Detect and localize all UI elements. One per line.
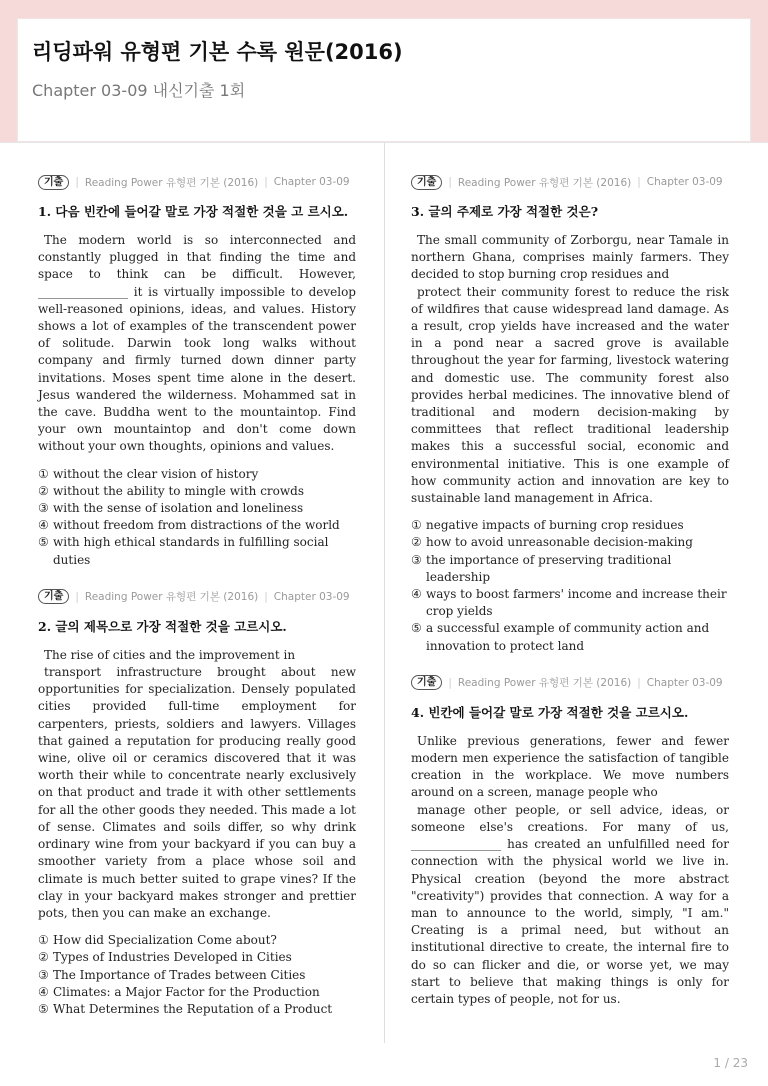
tag-separator: | bbox=[637, 676, 641, 689]
answer-choice[interactable] bbox=[38, 984, 356, 1001]
passage-paragraph: Unlike previous generations, fewer and fewer modern men experience the satisfaction of tangible creation in the workplace. We move numbers around on a screen, manage people who bbox=[411, 733, 729, 800]
answer-choice[interactable] bbox=[38, 517, 356, 534]
answer-choice[interactable] bbox=[411, 620, 729, 654]
passage-paragraph: protect their community forest to reduce the risk of wildfires that cause widespread land damage. As a result, crop yields have increased and the water in a pond near a sacred grove is available throughout the year for farming, livestock watering and domestic use. The community forest also provides herbal medicines. The innovative blend of traditional and modern decision-making by committees that reflect traditional leadership makes this a successful social, economic and environmental initiative. This is one example of how community action and innovation are key to sustainable land management in Africa. bbox=[411, 284, 729, 506]
page-title: 리딩파워 유형편 기본 수록 원문(2016) bbox=[32, 40, 403, 64]
choice-number: ⑤ bbox=[38, 1001, 49, 1016]
choice-text: without the ability to mingle with crowds bbox=[53, 483, 304, 498]
question-title: 4. 빈칸에 들어갈 말로 가장 적절한 것을 고르시오. bbox=[411, 704, 689, 720]
answer-choice[interactable] bbox=[38, 534, 356, 568]
header-right-band bbox=[752, 18, 768, 142]
chapter-label: Chapter 03-09 bbox=[273, 590, 350, 603]
tag-separator: | bbox=[448, 676, 452, 689]
choice-text: without freedom from distractions of the world bbox=[53, 518, 340, 533]
answer-choice[interactable] bbox=[38, 466, 356, 483]
tag-separator: | bbox=[264, 176, 268, 188]
source-label: Reading Power 유형편 기본 (2016) bbox=[457, 176, 632, 189]
tag-separator: | bbox=[448, 176, 452, 188]
answer-choice[interactable] bbox=[38, 967, 356, 984]
choice-text: ways to boost farmers' income and increase their crop yields bbox=[426, 587, 727, 619]
source-label: Reading Power 유형편 기본 (2016) bbox=[84, 176, 259, 189]
tag-separator: | bbox=[75, 590, 79, 603]
answer-choices bbox=[38, 466, 356, 569]
question-title: 1. 다음 빈칸에 들어갈 말로 가장 적절한 것을 고 르시오. bbox=[38, 204, 349, 219]
chapter-label: Chapter 03-09 bbox=[646, 676, 723, 689]
answer-choices bbox=[38, 932, 356, 1018]
choice-text: How did Specialization Come about? bbox=[53, 933, 277, 948]
choice-number: ④ bbox=[38, 518, 49, 533]
passage-paragraph: manage other people, or sell advice, ideas, or someone else's creations. For many of us, _______________ has created an unfulfilled need for connection with the physical world we live in. Physical creation (beyond the more abstract "creativity") provides that connection. A way for a man to announce to the world, simply, "I am." Creating is a primal need, but without an institutional directive to create, the internal fire to do so can flicker and die, or worse yet, we may start to believe that making things is only for certain types of people, not for us. bbox=[411, 802, 729, 1006]
tag-separator: | bbox=[264, 590, 268, 603]
question-tagline bbox=[411, 675, 729, 691]
choice-text: The Importance of Trades between Cities bbox=[53, 967, 306, 982]
choice-text: What Determines the Reputation of a Product bbox=[53, 1001, 333, 1016]
choice-text: negative impacts of burning crop residues bbox=[426, 518, 684, 533]
answer-choice[interactable] bbox=[38, 932, 356, 949]
question-passage bbox=[411, 232, 729, 507]
choice-text: a successful example of community action and innovation to protect land bbox=[426, 621, 710, 653]
question-passage bbox=[38, 647, 356, 922]
passage-paragraph: The modern world is so interconnected and constantly plugged in that finding the time and space to think can be difficult. However, _______________ it is virtually impossible to develop well-reasoned opinions, ideas, and values. History shows a lot of examples of the transcendent power of solitude. Darwin took long walks without company and firmly turned down dinner party invitations. Moses spent time alone in the desert. Jesus wandered the wilderness. Mohammed sat in the cave. Buddha went to the mountaintop. Find your own mountaintop and don't come down without your own thoughts, opinions and values. bbox=[38, 233, 356, 454]
choice-number: ② bbox=[411, 535, 422, 550]
answer-choice[interactable] bbox=[38, 483, 356, 500]
chapter-label: Chapter 03-09 bbox=[646, 176, 723, 188]
question-tagline bbox=[411, 174, 729, 190]
choice-number: ② bbox=[38, 950, 49, 965]
question-4 bbox=[411, 675, 729, 1008]
choice-number: ③ bbox=[38, 967, 49, 982]
question-2 bbox=[38, 589, 356, 1018]
question-passage bbox=[38, 232, 356, 456]
choice-number: ① bbox=[38, 933, 49, 948]
choice-text: with the sense of isolation and loneliness bbox=[53, 501, 304, 516]
tag-separator: | bbox=[75, 176, 79, 188]
exam-badge: 기출 bbox=[411, 675, 442, 690]
question-passage bbox=[411, 733, 729, 1008]
choice-text: Types of Industries Developed in Cities bbox=[53, 950, 292, 965]
exam-badge: 기출 bbox=[411, 175, 442, 190]
choice-number: ③ bbox=[411, 552, 422, 567]
answer-choices bbox=[411, 517, 729, 655]
choice-number: ⑤ bbox=[38, 535, 49, 550]
question-tagline bbox=[38, 174, 356, 190]
exam-badge: 기출 bbox=[38, 175, 69, 190]
choice-number: ④ bbox=[411, 587, 422, 602]
column-divider bbox=[384, 143, 385, 1043]
passage-paragraph: The rise of cities and the improvement in bbox=[44, 647, 296, 662]
page-number: 1 / 23 bbox=[713, 1056, 748, 1070]
source-label: Reading Power 유형편 기본 (2016) bbox=[84, 591, 259, 604]
question-title: 3. 글의 주제로 가장 적절한 것은? bbox=[411, 204, 599, 219]
answer-choice[interactable] bbox=[411, 552, 729, 586]
header-left-band bbox=[0, 18, 16, 142]
page-subtitle: Chapter 03-09 내신기출 1회 bbox=[32, 81, 246, 100]
passage-paragraph: The small community of Zorborgu, near Tamale in northern Ghana, comprises mainly farmers. They decided to stop burning crop residues and bbox=[411, 233, 729, 282]
choice-text: the importance of preserving traditional leadership bbox=[426, 552, 672, 584]
choice-number: ① bbox=[38, 466, 49, 481]
choice-number: ① bbox=[411, 518, 422, 533]
tag-separator: | bbox=[637, 176, 641, 188]
choice-text: with high ethical standards in fulfilling social duties bbox=[53, 535, 329, 567]
choice-number: ⑤ bbox=[411, 621, 422, 636]
question-title: 2. 글의 제목으로 가장 적절한 것을 고르시오. bbox=[38, 618, 287, 634]
answer-choice[interactable] bbox=[411, 586, 729, 620]
answer-choice[interactable] bbox=[38, 1001, 356, 1018]
question-1 bbox=[38, 174, 356, 569]
answer-choice[interactable] bbox=[411, 534, 729, 551]
answer-choice[interactable] bbox=[411, 517, 729, 534]
source-label: Reading Power 유형편 기본 (2016) bbox=[457, 677, 632, 690]
left-column bbox=[38, 174, 356, 1038]
choice-number: ③ bbox=[38, 501, 49, 516]
exam-badge: 기출 bbox=[38, 589, 69, 604]
right-column bbox=[411, 174, 729, 1028]
question-tagline bbox=[38, 589, 356, 605]
choice-text: Climates: a Major Factor for the Production bbox=[53, 984, 320, 999]
choice-number: ④ bbox=[38, 984, 49, 999]
chapter-label: Chapter 03-09 bbox=[273, 176, 350, 188]
answer-choice[interactable] bbox=[38, 500, 356, 517]
choice-number: ② bbox=[38, 483, 49, 498]
answer-choice[interactable] bbox=[38, 949, 356, 966]
question-3 bbox=[411, 174, 729, 655]
header-top-band bbox=[0, 0, 768, 18]
choice-text: without the clear vision of history bbox=[53, 466, 259, 481]
choice-text: how to avoid unreasonable decision-making bbox=[426, 535, 693, 550]
passage-paragraph: transport infrastructure brought about new opportunities for specialization. Densely populated cities provided full-time employment for carpenters, priests, soldiers and lawyers. Villages that gained a reputation for producing really good wine, olive oil or ceramics discovered that it was worth their while to concentrate nearly exclusively on that product and trade it with other settlements for all the other goods they needed. This made a lot of sense. Climates and soils differ, so why drink ordinary wine from your backyard if you can buy a smoother variety from a place whose soil and climate is much better suited to grape vines? If the clay in your backyard makes stronger and prettier pots, then you can make an exchange. bbox=[38, 665, 356, 920]
